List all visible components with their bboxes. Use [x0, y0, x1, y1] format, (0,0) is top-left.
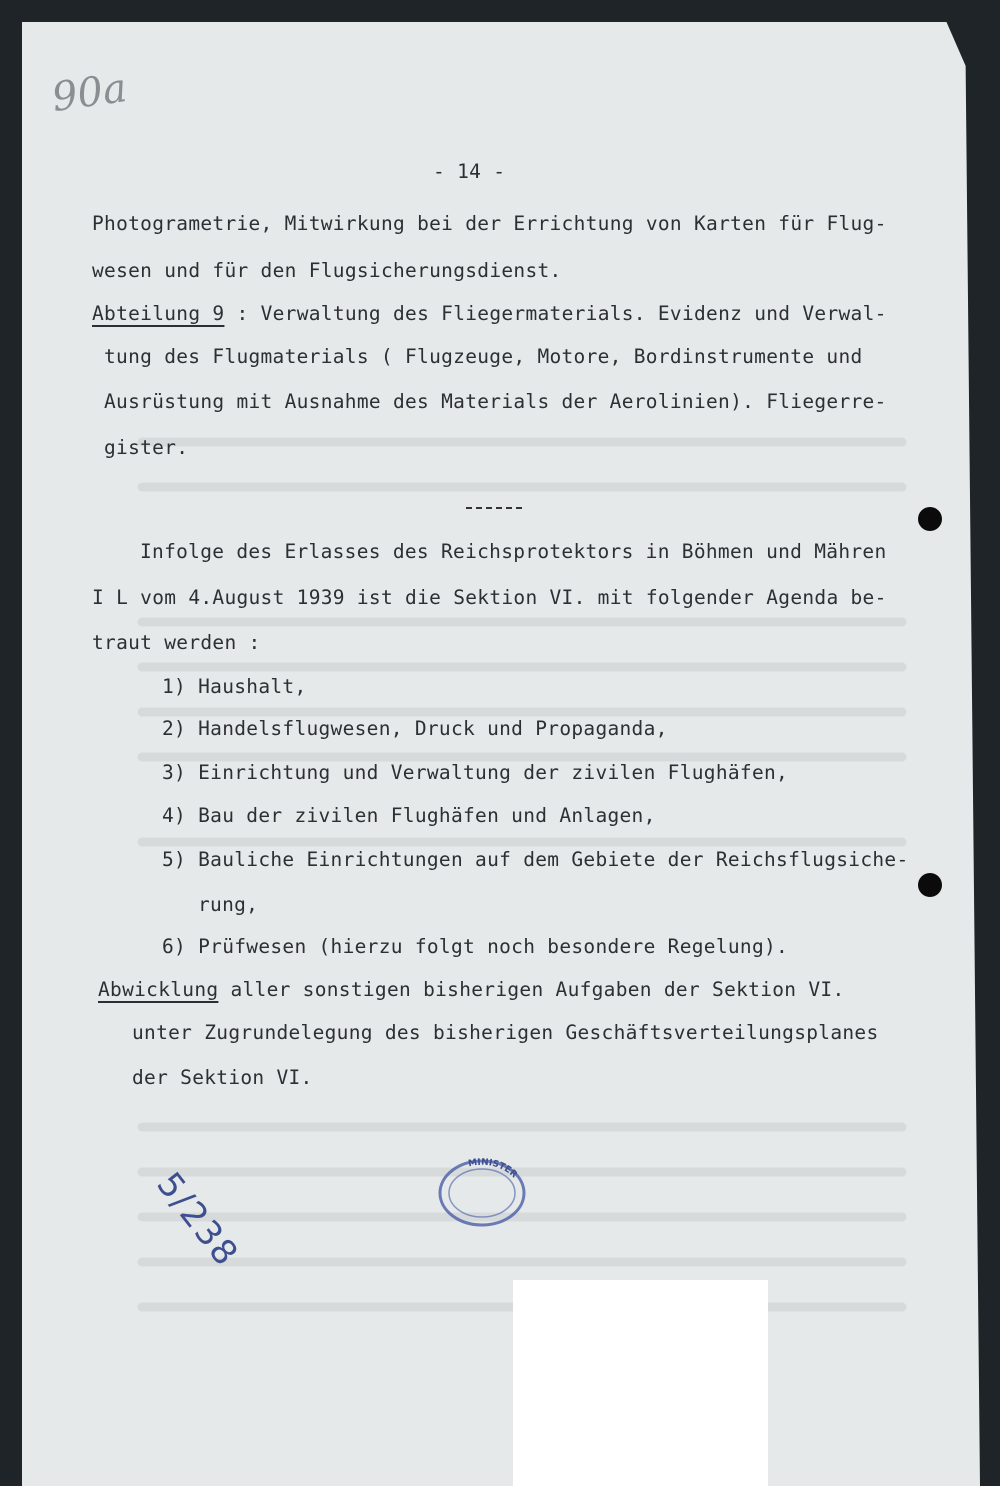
- body-line-1: Photogrametrie, Mitwirkung bei der Errichtung von Karten für Flug-: [92, 212, 887, 235]
- paragraph-line-2: I L vom 4.August 1939 ist die Sektion VI. mit folgender Agenda be-: [92, 586, 887, 609]
- separator-line: [466, 507, 522, 509]
- seal-text: MINISTER: [467, 1157, 519, 1181]
- pencil-folio-note: 90a: [49, 65, 130, 121]
- ministry-seal-stamp: [432, 1155, 532, 1227]
- paragraph-line-1: Infolge des Erlasses des Reichsprotektors in Böhmen und Mähren: [140, 540, 887, 563]
- list-item-6: 6) Prüfwesen (hierzu folgt noch besondere Regelung).: [162, 935, 789, 958]
- list-item-4: 4) Bau der zivilen Flughäfen und Anlagen,: [162, 804, 656, 827]
- closing-text-1: aller sonstigen bisherigen Aufgaben der Sektion VI.: [218, 978, 845, 1001]
- list-item-5: 5) Bauliche Einrichtungen auf dem Gebiete der Reichsflugsiche-: [162, 848, 909, 871]
- list-item-3: 3) Einrichtung und Verwaltung der zivilen Flughäfen,: [162, 761, 789, 784]
- document-page: [22, 22, 980, 1486]
- closing-line-2: unter Zugrundelegung des bisherigen Geschäftsverteilungsplanes: [132, 1021, 879, 1044]
- closing-label-abwicklung: Abwicklung: [98, 978, 219, 1001]
- section-text-abteilung-9: : Verwaltung des Fliegermaterials. Evidenz und Verwal-: [224, 302, 887, 325]
- closing-line-1: [98, 978, 845, 1001]
- closing-line-3: der Sektion VI.: [132, 1066, 313, 1089]
- body-line-3: [92, 302, 887, 325]
- list-item-5-continued: rung,: [198, 893, 259, 916]
- bleed-through-background: [22, 22, 980, 1486]
- stamp-number: 5/238: [148, 1165, 247, 1275]
- section-label-abteilung-9: Abteilung 9: [92, 302, 225, 325]
- white-redaction-box: [513, 1280, 768, 1486]
- body-line-2: wesen und für den Flugsicherungsdienst.: [92, 259, 562, 282]
- list-item-1: 1) Haushalt,: [162, 675, 307, 698]
- punch-hole-bottom: [918, 873, 942, 897]
- body-line-4: tung des Flugmaterials ( Flugzeuge, Motore, Bordinstrumente und: [104, 345, 863, 368]
- paragraph-line-3: traut werden :: [92, 631, 261, 654]
- punch-hole-top: [918, 507, 942, 531]
- page-number: - 14 -: [433, 160, 506, 183]
- body-line-5: Ausrüstung mit Ausnahme des Materials der Aerolinien). Fliegerre-: [104, 390, 887, 413]
- body-line-6: gister.: [104, 436, 189, 459]
- list-item-2: 2) Handelsflugwesen, Druck und Propaganda,: [162, 717, 668, 740]
